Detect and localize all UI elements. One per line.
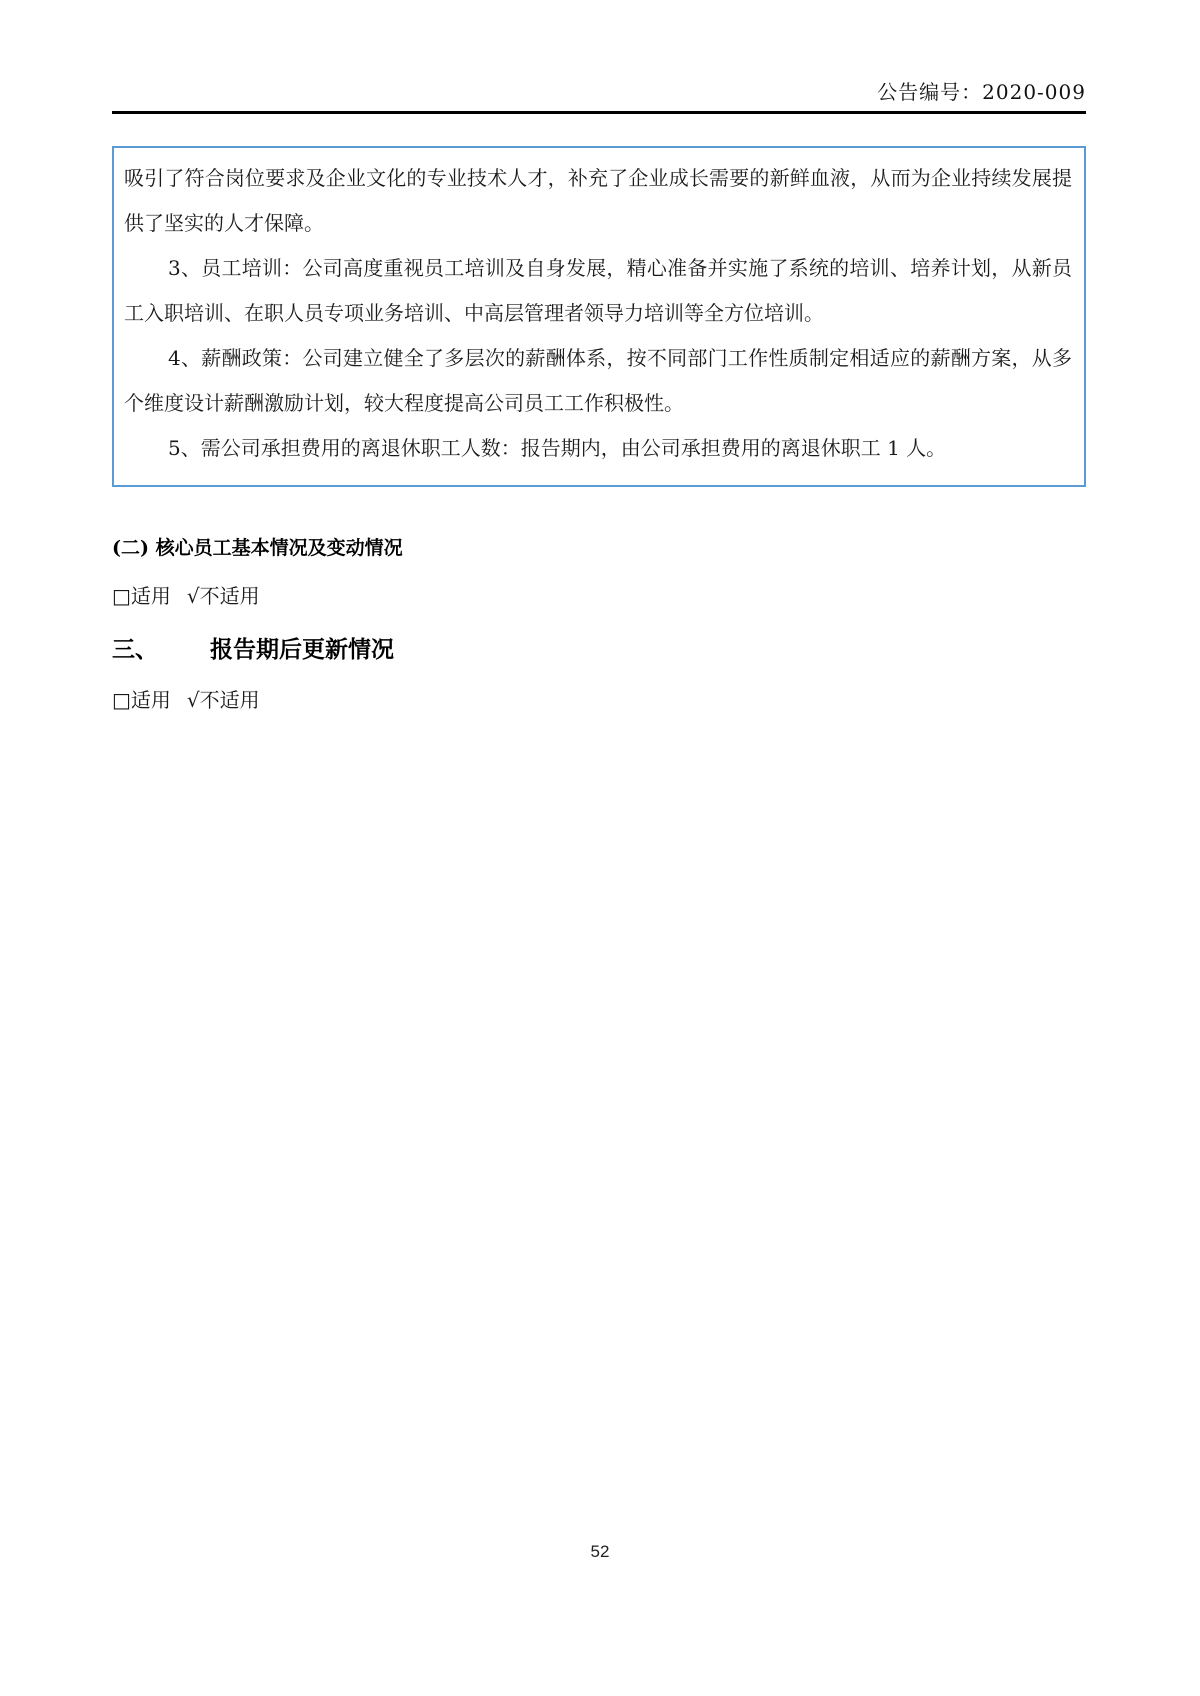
applicability-row-core-staff bbox=[112, 580, 1086, 609]
applicable-label: 适用 bbox=[130, 584, 171, 608]
paragraph-retirees: 5、需公司承担费用的离退休职工人数：报告期内，由公司承担费用的离退休职工 1 人。 bbox=[168, 436, 947, 460]
checkbox-unchecked-icon: □ bbox=[112, 688, 131, 712]
section-title: 报告期后更新情况 bbox=[210, 636, 394, 663]
paragraph-compensation: 4、薪酬政策：公司建立健全了多层次的薪酬体系，按不同部门工作性质制定相适应的薪酬方案，从多个维度设计薪酬激励计划，较大程度提高公司员工工作积极性。 bbox=[124, 346, 1072, 415]
not-applicable-label: 不适用 bbox=[199, 584, 260, 608]
section-heading-core-staff: (二) 核心员工基本情况及变动情况 bbox=[112, 537, 403, 559]
header-rule bbox=[112, 111, 1086, 114]
announcement-number: 公告编号：2020-009 bbox=[877, 80, 1086, 104]
page-number: 52 bbox=[590, 1542, 610, 1561]
check-mark-icon: √ bbox=[186, 688, 200, 712]
not-applicable-label: 不适用 bbox=[199, 688, 260, 712]
checkbox-unchecked-icon: □ bbox=[112, 584, 131, 608]
highlight-box bbox=[112, 146, 1086, 487]
section-heading-post-period bbox=[112, 631, 1086, 664]
paragraph-talent-intro: 吸引了符合岗位要求及企业文化的专业技术人才，补充了企业成长需要的新鲜血液，从而为企业持续发展提供了坚实的人才保障。 bbox=[124, 166, 1072, 235]
check-mark-icon: √ bbox=[186, 584, 200, 608]
section-number: 三、 bbox=[112, 636, 158, 663]
applicable-label: 适用 bbox=[130, 688, 171, 712]
paragraph-training: 3、员工培训：公司高度重视员工培训及自身发展，精心准备并实施了系统的培训、培养计划，从新员工入职培训、在职人员专项业务培训、中高层管理者领导力培训等全方位培训。 bbox=[124, 256, 1072, 325]
applicability-row-post-period bbox=[112, 684, 1086, 713]
